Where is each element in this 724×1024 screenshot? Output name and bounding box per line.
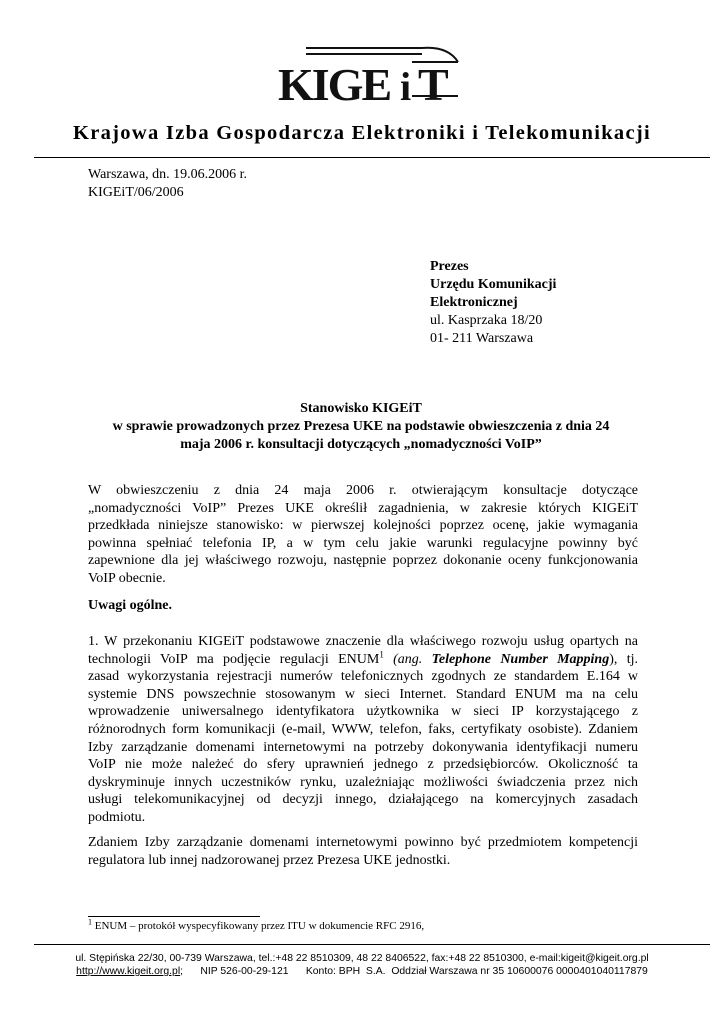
svg-text:KIGE: KIGE xyxy=(278,59,391,108)
paragraph-line: zasad wykorzystania rejestracji numerów telefonicznych zgodnych ze standardem E.164 w xyxy=(88,669,638,685)
kigeit-logo xyxy=(272,40,468,108)
paragraph-line: powinna spełniać telefonia IP, a w tym celu jakie warunki regulacyjne powinny być xyxy=(88,535,638,551)
footnote-divider xyxy=(88,916,260,917)
paragraph-line: VoIP nie może należeć do sfery uprawnień jednego z przedsiębiorców. Okoliczność ta xyxy=(88,757,638,773)
paragraph-line: różnorodnych form komunikacji (e-mail, WWW, telefon, faks, certyfikaty osobiste). Zdaniem xyxy=(88,721,638,737)
section-title: Uwagi ogólne. xyxy=(88,598,172,613)
heading-line: w sprawie prowadzonych przez Prezesa UKE na podstawie obwieszczenia z dnia 24 xyxy=(112,419,610,434)
paragraph-line: regulatora lub innej nadzorowanej przez Prezesa UKE jednostki. xyxy=(88,852,451,868)
addressee-line: ul. Kasprzaka 18/20 xyxy=(430,313,543,328)
intro-paragraph xyxy=(88,482,638,588)
date-line: Warszawa, dn. 19.06.2006 r. xyxy=(88,167,248,182)
paragraph-line xyxy=(88,648,638,669)
paragraph-line: Izby zarządzanie domenami internetowymi na potrzeby dokonywania identyfikacji numeru xyxy=(88,739,638,755)
organization-name: Krajowa Izba Gospodarcza Elektroniki i Telekomunikacji xyxy=(72,122,651,144)
footnote-number: 1 xyxy=(88,917,92,927)
term-emphasis: Telephone Number Mapping xyxy=(431,651,610,667)
paragraph-line: wprowadzenie uniwersalnego identyfikatora użytkownika w sieci IP korzystającego z xyxy=(88,704,638,720)
addressee-line: 01- 211 Warszawa xyxy=(430,331,534,346)
paragraph-line: W obwieszczeniu z dnia 24 maja 2006 r. otwierającym konsultacje dotyczące xyxy=(88,483,638,498)
closing-paragraph xyxy=(88,834,638,869)
text-run: ), tj. xyxy=(609,651,638,667)
paragraph-line: zapewnione dla jej właściwego rozwoju, następnie poprzez dokonanie oceny funkcjonowania xyxy=(88,553,638,569)
text-run: (ang. xyxy=(383,651,432,667)
document-heading xyxy=(88,400,634,454)
paragraph-line: VoIP obecnie. xyxy=(88,570,166,586)
paragraph-line: „nomadyczności VoIP” Prezes UKE określił zagadnienia, w zakresie których KIGEiT xyxy=(88,500,638,516)
point-1-paragraph xyxy=(88,633,638,827)
footer-divider xyxy=(34,944,710,945)
header-divider xyxy=(34,157,710,158)
addressee-line: Prezes xyxy=(430,259,469,274)
reference-number: KIGEiT/06/2006 xyxy=(88,185,184,200)
addressee-line: Elektronicznej xyxy=(430,295,518,310)
footnote xyxy=(88,917,425,932)
paragraph-line: przedkłada niniejsze stanowisko: w pierwszej kolejności poprzez ocenę, jakie wymagania xyxy=(88,518,638,534)
svg-text:T: T xyxy=(418,59,449,108)
footnote-reference: 1 xyxy=(379,648,384,659)
svg-text:i: i xyxy=(400,64,412,108)
heading-line: maja 2006 r. konsultacji dotyczących „nomadyczności VoIP” xyxy=(180,437,542,452)
website-link[interactable]: http://www.kigeit.org.pl xyxy=(76,966,181,977)
text-run: technologii VoIP ma podjęcie regulacji ENUM xyxy=(88,651,380,667)
footnote-text: ENUM – protokół wyspecyfikowany przez ITU w dokumencie RFC 2916, xyxy=(92,920,425,932)
paragraph-line: dyskryminuje innych uczestników rynku, uzależniając możliwości świadczenia przez nich xyxy=(88,774,638,790)
paragraph-line: Zdaniem Izby zarządzanie domenami internetowymi powinno być przedmiotem kompetencji xyxy=(88,835,638,850)
footer-registration: ; NIP 526-00-29-121 Konto: BPH S.A. Oddział Warszawa nr 35 10600076 0000401040117879 xyxy=(180,966,648,977)
paragraph-line: systemie DNS powszechnie stosowanym w sieci Internet. Standard ENUM ma na celu xyxy=(88,686,638,702)
footer-contact-line: ul. Stępińska 22/30, 00-739 Warszawa, tel.:+48 22 8510309, 48 22 8406522, fax:+48 22 8510300, e-mail:kigeit@kigeit.org.pl xyxy=(75,953,649,964)
addressee-line: Urzędu Komunikacji xyxy=(430,277,557,292)
heading-line: Stanowisko KIGEiT xyxy=(300,401,422,416)
paragraph-line: 1. W przekonaniu KIGEiT podstawowe znaczenie dla właściwego rozwoju usług opartych na xyxy=(88,634,638,649)
footer-info-line xyxy=(0,966,724,977)
paragraph-line: usługi telekomunikacyjnej od decyzji innego, działającego na komercyjnych zasadach xyxy=(88,792,638,808)
addressee-block xyxy=(430,258,556,348)
paragraph-line: podmiotu. xyxy=(88,809,146,825)
